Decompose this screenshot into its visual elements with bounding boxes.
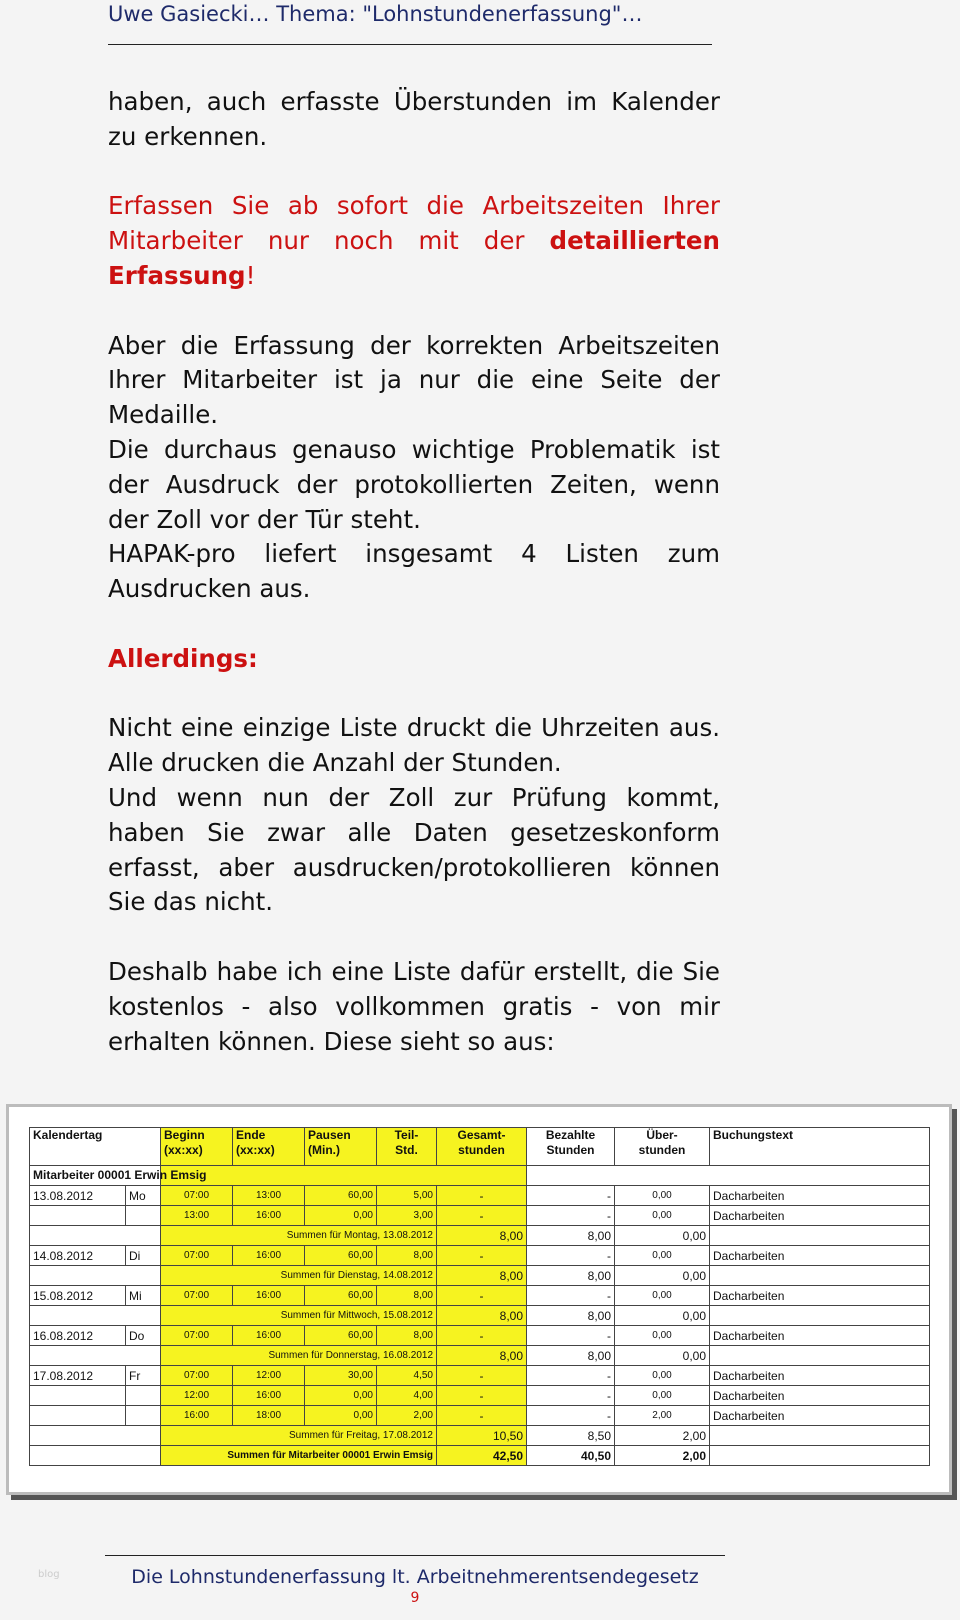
cell-text-blank [710, 1266, 930, 1286]
table-row [30, 1326, 930, 1346]
cell-bezahlt: 8,00 [527, 1306, 615, 1326]
cell-date: 17.08.2012 [30, 1366, 126, 1386]
table-body [30, 1166, 930, 1466]
footer-title: Die Lohnstundenerfassung lt. Arbeitnehmerentsendegesetz [131, 1566, 699, 1588]
summary-row [30, 1446, 930, 1466]
cell-date-blank [30, 1446, 161, 1466]
cell-day: Fr [126, 1366, 161, 1386]
cell-teil: 8,00 [377, 1286, 437, 1306]
cell-date-blank [30, 1266, 161, 1286]
cell-teil: 5,00 [377, 1186, 437, 1206]
table-row [30, 1366, 930, 1386]
cell-summary-label: Summen für Mitarbeiter 00001 Erwin Emsig [161, 1446, 437, 1466]
cell-gesamt: - [437, 1326, 527, 1346]
page-header [108, 0, 712, 45]
cell-summary-label: Summen für Donnerstag, 16.08.2012 [161, 1346, 437, 1366]
cell-ende: 16:00 [233, 1286, 305, 1306]
cell-summary-label: Summen für Freitag, 17.08.2012 [161, 1426, 437, 1446]
cell-pausen: 30,00 [305, 1366, 377, 1386]
paragraph-4: Die durchaus genauso wichtige Problematik ist der Ausdruck der protokollierten Zeiten, wenn der Zoll vor der Tür steht. [108, 434, 720, 534]
cell-buchungstext: Dacharbeiten [710, 1186, 930, 1206]
cell-buchungstext: Dacharbeiten [710, 1286, 930, 1306]
paragraph-5: HAPAK-pro liefert insgesamt 4 Listen zum Ausdrucken aus. [108, 539, 720, 604]
cell-ende: 16:00 [233, 1326, 305, 1346]
cell-gesamt: 8,00 [437, 1346, 527, 1366]
cell-ueber: 2,00 [615, 1446, 710, 1466]
cell-date-blank [30, 1226, 161, 1246]
cell-ueber: 0,00 [615, 1266, 710, 1286]
cell-beginn: 12:00 [161, 1386, 233, 1406]
table-header-row [30, 1128, 930, 1166]
cell-summary-label: Summen für Montag, 13.08.2012 [161, 1226, 437, 1246]
cell-ueber: 0,00 [615, 1306, 710, 1326]
col-gesamt: Gesamt- stunden [437, 1128, 527, 1166]
cell-gesamt: - [437, 1206, 527, 1226]
cell-day: Do [126, 1326, 161, 1346]
cell-bezahlt: - [527, 1366, 615, 1386]
cell-gesamt: 8,00 [437, 1226, 527, 1246]
timesheet-screenshot [6, 1104, 952, 1495]
cell-bezahlt: - [527, 1206, 615, 1226]
cell-teil: 8,00 [377, 1326, 437, 1346]
cell-date-blank [30, 1426, 161, 1446]
cell-text-blank [710, 1306, 930, 1326]
cell-pausen: 60,00 [305, 1326, 377, 1346]
cell-bezahlt: 8,50 [527, 1426, 615, 1446]
mitarbeiter-blank [527, 1166, 930, 1186]
cell-gesamt: 8,00 [437, 1306, 527, 1326]
paragraph-1: haben, auch erfasste Überstunden im Kalender zu erkennen. [108, 87, 720, 151]
cell-beginn: 07:00 [161, 1186, 233, 1206]
cell-bezahlt: - [527, 1286, 615, 1306]
page-footer [105, 1555, 725, 1606]
cell-day [126, 1386, 161, 1406]
mitarbeiter-fill [161, 1166, 527, 1186]
cell-date [30, 1206, 126, 1226]
cell-text-blank [710, 1346, 930, 1366]
cell-buchungstext: Dacharbeiten [710, 1246, 930, 1266]
cell-bezahlt: - [527, 1386, 615, 1406]
timesheet-table [29, 1127, 930, 1466]
watermark: blog [38, 1569, 60, 1580]
header-title: Uwe Gasiecki… Thema: "Lohnstundenerfassung"… [108, 2, 643, 26]
col-ende: Ende (xx:xx) [233, 1128, 305, 1166]
cell-bezahlt: 40,50 [527, 1446, 615, 1466]
paragraph-8: Und wenn nun der Zoll zur Prüfung kommt, haben Sie zwar alle Daten gesetzeskonform erfasst, aber ausdrucken/protokollieren können Sie das nicht. [108, 782, 720, 917]
cell-buchungstext: Dacharbeiten [710, 1206, 930, 1226]
cell-gesamt: - [437, 1186, 527, 1206]
cell-gesamt: 10,50 [437, 1426, 527, 1446]
table-row [30, 1246, 930, 1266]
cell-beginn: 16:00 [161, 1406, 233, 1426]
col-ueber: Über- stunden [615, 1128, 710, 1166]
cell-beginn: 07:00 [161, 1286, 233, 1306]
table-row [30, 1186, 930, 1206]
cell-day: Di [126, 1246, 161, 1266]
cell-gesamt: - [437, 1286, 527, 1306]
body-text [108, 85, 720, 1059]
col-pausen: Pausen (Min.) [305, 1128, 377, 1166]
col-teil: Teil- Std. [377, 1128, 437, 1166]
cell-buchungstext: Dacharbeiten [710, 1366, 930, 1386]
cell-buchungstext: Dacharbeiten [710, 1326, 930, 1346]
cell-date-blank [30, 1306, 161, 1326]
cell-pausen: 60,00 [305, 1246, 377, 1266]
cell-ende: 16:00 [233, 1206, 305, 1226]
cell-text-blank [710, 1426, 930, 1446]
cell-buchungstext: Dacharbeiten [710, 1386, 930, 1406]
cell-beginn: 07:00 [161, 1326, 233, 1346]
cell-pausen: 0,00 [305, 1206, 377, 1226]
cell-ueber: 0,00 [615, 1246, 710, 1266]
cell-bezahlt: 8,00 [527, 1346, 615, 1366]
cell-gesamt: - [437, 1386, 527, 1406]
summary-row [30, 1306, 930, 1326]
mitarbeiter-label [30, 1166, 207, 1186]
cell-ueber: 0,00 [615, 1386, 710, 1406]
cell-ueber: 0,00 [615, 1326, 710, 1346]
cell-ueber: 0,00 [615, 1366, 710, 1386]
cell-date [30, 1406, 126, 1426]
cell-ueber: 0,00 [615, 1286, 710, 1306]
page-number: 9 [410, 1590, 420, 1606]
cell-bezahlt: 8,00 [527, 1266, 615, 1286]
cell-ueber: 2,00 [615, 1426, 710, 1446]
paragraph-7: Nicht eine einzige Liste druckt die Uhrzeiten aus. Alle drucken die Anzahl der Stunden. [108, 713, 720, 778]
cell-text-blank [710, 1226, 930, 1246]
cell-text-blank [710, 1446, 930, 1466]
cell-date: 14.08.2012 [30, 1246, 126, 1266]
cell-date: 15.08.2012 [30, 1286, 126, 1306]
col-beginn: Beginn (xx:xx) [161, 1128, 233, 1166]
cell-summary-label: Summen für Dienstag, 14.08.2012 [161, 1266, 437, 1286]
col-kalendertag: Kalendertag [30, 1128, 161, 1166]
cell-ueber: 0,00 [615, 1346, 710, 1366]
col-buchung: Buchungstext [710, 1128, 930, 1166]
paragraph-2-text: Erfassen Sie ab sofort die Arbeitszeiten Ihrer Mitarbeiter nur noch mit der [108, 191, 720, 256]
cell-ueber: 2,00 [615, 1406, 710, 1426]
cell-date [30, 1386, 126, 1406]
summary-row [30, 1426, 930, 1446]
table-row [30, 1386, 930, 1406]
paragraph-3: Aber die Erfassung der korrekten Arbeitszeiten Ihrer Mitarbeiter ist ja nur die eine Seite der Medaille. [108, 330, 720, 430]
cell-ueber: 0,00 [615, 1186, 710, 1206]
cell-gesamt: - [437, 1246, 527, 1266]
cell-date: 13.08.2012 [30, 1186, 126, 1206]
cell-ende: 18:00 [233, 1406, 305, 1426]
table-row [30, 1406, 930, 1426]
cell-pausen: 0,00 [305, 1406, 377, 1426]
cell-bezahlt: - [527, 1326, 615, 1346]
cell-day [126, 1406, 161, 1426]
cell-teil: 3,00 [377, 1206, 437, 1226]
cell-teil: 8,00 [377, 1246, 437, 1266]
cell-gesamt: 42,50 [437, 1446, 527, 1466]
cell-ende: 13:00 [233, 1186, 305, 1206]
cell-teil: 2,00 [377, 1406, 437, 1426]
cell-summary-label: Summen für Mittwoch, 15.08.2012 [161, 1306, 437, 1326]
cell-beginn: 07:00 [161, 1366, 233, 1386]
cell-date-blank [30, 1346, 161, 1366]
cell-bezahlt: 8,00 [527, 1226, 615, 1246]
cell-pausen: 0,00 [305, 1386, 377, 1406]
cell-buchungstext: Dacharbeiten [710, 1406, 930, 1426]
cell-ueber: 0,00 [615, 1206, 710, 1226]
cell-gesamt: - [437, 1366, 527, 1386]
cell-day: Mi [126, 1286, 161, 1306]
cell-day: Mo [126, 1186, 161, 1206]
heading-allerdings: Allerdings: [108, 643, 258, 673]
cell-teil: 4,50 [377, 1366, 437, 1386]
cell-date: 16.08.2012 [30, 1326, 126, 1346]
cell-ueber: 0,00 [615, 1226, 710, 1246]
paragraph-2-end: ! [245, 260, 256, 290]
cell-ende: 16:00 [233, 1246, 305, 1266]
cell-bezahlt: - [527, 1406, 615, 1426]
table-row [30, 1286, 930, 1306]
cell-gesamt: - [437, 1406, 527, 1426]
mitarbeiter-text: Mitarbeiter 00001 Erwin Emsig [33, 1168, 207, 1182]
cell-teil: 4,00 [377, 1386, 437, 1406]
col-bezahlte: Bezahlte Stunden [527, 1128, 615, 1166]
cell-pausen: 60,00 [305, 1286, 377, 1306]
cell-bezahlt: - [527, 1186, 615, 1206]
cell-bezahlt: - [527, 1246, 615, 1266]
cell-ende: 12:00 [233, 1366, 305, 1386]
summary-row [30, 1226, 930, 1246]
cell-gesamt: 8,00 [437, 1266, 527, 1286]
cell-day [126, 1206, 161, 1226]
table-row [30, 1206, 930, 1226]
paragraph-9: Deshalb habe ich eine Liste dafür erstellt, die Sie kostenlos - also vollkommen gratis - von mir erhalten können. Diese sieht so aus: [108, 956, 720, 1056]
cell-ende: 16:00 [233, 1386, 305, 1406]
mitarbeiter-row [30, 1166, 930, 1186]
summary-row [30, 1346, 930, 1366]
paragraph-2-emphasis: detaillierten Erfassung [108, 226, 720, 290]
cell-pausen: 60,00 [305, 1186, 377, 1206]
paragraph-2 [108, 189, 720, 293]
summary-row [30, 1266, 930, 1286]
cell-beginn: 13:00 [161, 1206, 233, 1226]
cell-beginn: 07:00 [161, 1246, 233, 1266]
